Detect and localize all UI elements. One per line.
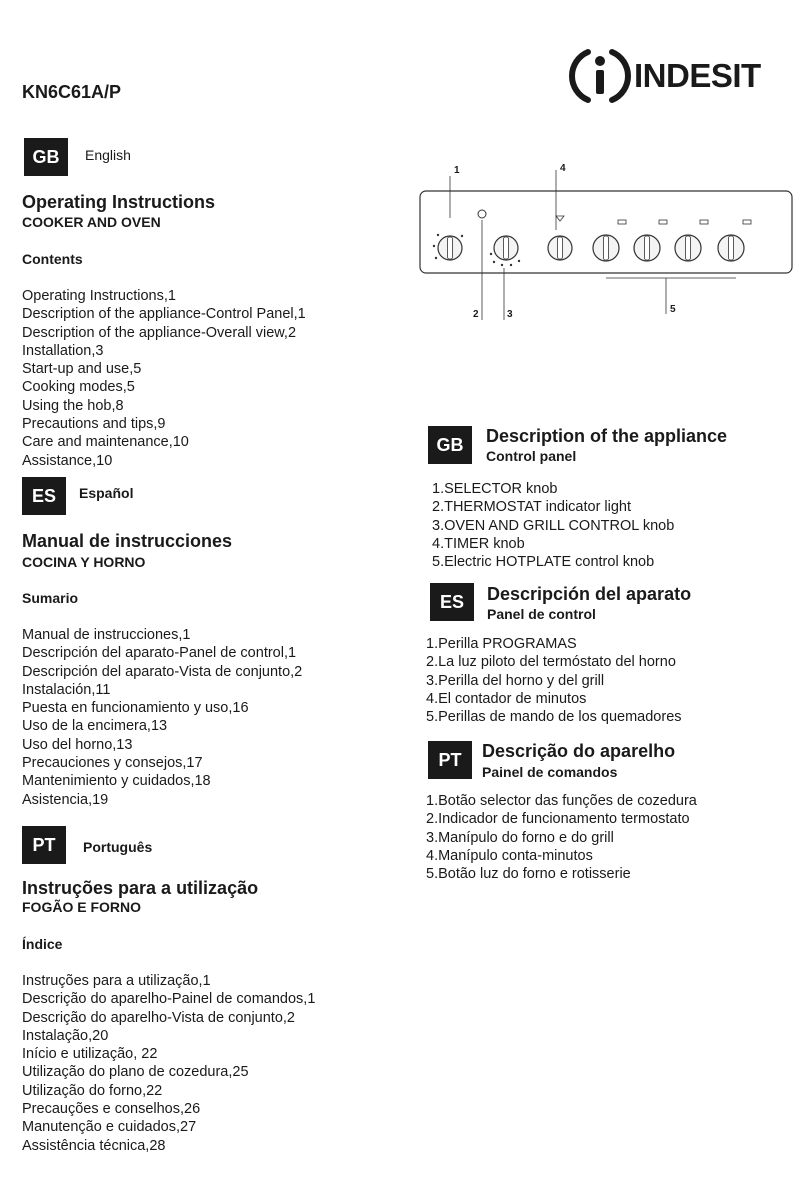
list-item: Start-up and use,5 [22, 361, 142, 378]
description-subtitle: Control panel [486, 448, 577, 464]
list-item: Mantenimiento y cuidados,18 [22, 773, 211, 790]
hotplate-knob-3 [675, 220, 708, 261]
timer-knob [548, 216, 572, 260]
list-item: 1.Perilla PROGRAMAS [426, 636, 577, 652]
list-item: 5.Electric HOTPLATE control knob [432, 554, 655, 571]
thermostat-light-icon [478, 210, 486, 218]
list-item: 2.Indicador de funcionamento termostato [426, 811, 690, 828]
description-list [426, 792, 697, 883]
lang-badge-gb: GB [24, 138, 68, 176]
list-item: Instruções para a utilização,1 [22, 973, 211, 989]
lang-badge-gb: GB [428, 426, 472, 464]
list-item: 5.Botão luz do forno e rotisserie [426, 866, 631, 883]
list-item: Descrição do aparelho-Painel de comandos,1 [22, 991, 316, 1008]
callout-label-3: 3 [507, 309, 513, 320]
list-item: 4.TIMER knob [432, 535, 525, 552]
control-panel-diagram [416, 158, 796, 328]
list-item: Início e utilização, 22 [22, 1046, 158, 1063]
list-item: Operating Instructions,1 [22, 288, 176, 304]
list-item: Instalación,11 [22, 681, 111, 698]
list-item: 1.SELECTOR knob [432, 481, 558, 497]
lang-badge-pt: PT [428, 741, 472, 779]
section-title: Instruções para a utilização [22, 878, 259, 898]
callout-label-5: 5 [670, 304, 676, 315]
list-item: 4.Manípulo conta-minutos [426, 847, 593, 864]
list-item: Puesta en funcionamiento y uso,16 [22, 700, 249, 717]
lang-badge-es: ES [430, 583, 474, 621]
list-item: Manutenção e cuidados,27 [22, 1119, 197, 1136]
brand-logo [568, 44, 790, 108]
description-title: Descripción del aparato [487, 584, 692, 604]
list-item: Precauções e conselhos,26 [22, 1101, 201, 1118]
callout-label-2: 2 [473, 309, 479, 320]
contents-heading: Contents [22, 251, 83, 267]
list-item: 2.THERMOSTAT indicator light [432, 499, 632, 516]
list-item: Utilização do plano de cozedura,25 [22, 1064, 249, 1081]
hotplate-knob-4 [718, 220, 751, 261]
list-item: Descripción del aparato-Panel de control,1 [22, 645, 297, 662]
description-list [426, 635, 682, 726]
contents-list [22, 972, 315, 1155]
description-subtitle: Panel de control [487, 606, 596, 622]
list-item: Descripción del aparato-Vista de conjunto,2 [22, 663, 303, 680]
list-item: Description of the appliance-Control Panel,1 [22, 306, 306, 323]
list-item: Care and maintenance,10 [22, 434, 189, 451]
list-item: Precautions and tips,9 [22, 416, 166, 433]
list-item: Assistance,10 [22, 452, 113, 469]
language-name: Português [83, 839, 153, 855]
list-item: 2.La luz piloto del termóstato del horno [426, 654, 676, 671]
section-subtitle: FOGÃO E FORNO [22, 899, 141, 915]
list-item: Using the hob,8 [22, 397, 124, 414]
callout-label-1: 1 [454, 165, 460, 176]
section-title: Manual de instrucciones [22, 531, 233, 551]
list-item: 3.Manípulo do forno e do grill [426, 829, 614, 846]
list-item: Precauciones y consejos,17 [22, 755, 203, 772]
description-title: Descrição do aparelho [482, 741, 676, 761]
contents-list [22, 626, 302, 809]
list-item: 3.Perilla del horno y del grill [426, 672, 605, 689]
list-item: 3.OVEN AND GRILL CONTROL knob [432, 517, 675, 534]
list-item: Descrição do aparelho-Vista de conjunto,2 [22, 1009, 295, 1026]
indesit-logo-icon [568, 44, 632, 108]
callout-label-4: 4 [560, 163, 566, 174]
list-item: 1.Botão selector das funções de cozedura [426, 793, 697, 809]
list-item: Assistência técnica,28 [22, 1137, 166, 1154]
contents-heading: Índice [22, 936, 63, 952]
list-item: Instalação,20 [22, 1027, 109, 1044]
description-subtitle: Painel de comandos [482, 764, 618, 780]
oven-grill-knob [490, 236, 520, 266]
hotplate-knob-1 [593, 220, 626, 261]
list-item: 5.Perillas de mando de los quemadores [426, 709, 682, 726]
list-item: Utilização do forno,22 [22, 1082, 163, 1099]
list-item: Uso de la encimera,13 [22, 718, 168, 735]
list-item: Manual de instrucciones,1 [22, 627, 191, 643]
list-item: Asistencia,19 [22, 791, 109, 808]
contents-list [22, 287, 306, 470]
section-subtitle: COCINA Y HORNO [22, 554, 146, 570]
description-list [432, 480, 674, 571]
hotplate-knob-2 [634, 220, 667, 261]
brand-name: INDESIT [634, 57, 761, 94]
contents-heading: Sumario [22, 590, 79, 606]
lang-badge-es: ES [22, 477, 66, 515]
description-title: Description of the appliance [486, 426, 728, 446]
language-name: Español [79, 485, 134, 501]
language-name: English [85, 147, 131, 163]
list-item: Uso del horno,13 [22, 736, 133, 753]
lang-badge-pt: PT [22, 826, 66, 864]
list-item: Description of the appliance-Overall view,2 [22, 324, 297, 341]
section-subtitle: COOKER AND OVEN [22, 214, 161, 230]
model-number: KN6C61A/P [22, 82, 122, 102]
list-item: Installation,3 [22, 342, 104, 359]
selector-knob [433, 234, 463, 260]
section-title: Operating Instructions [22, 192, 216, 212]
list-item: 4.El contador de minutos [426, 690, 587, 707]
list-item: Cooking modes,5 [22, 379, 135, 396]
